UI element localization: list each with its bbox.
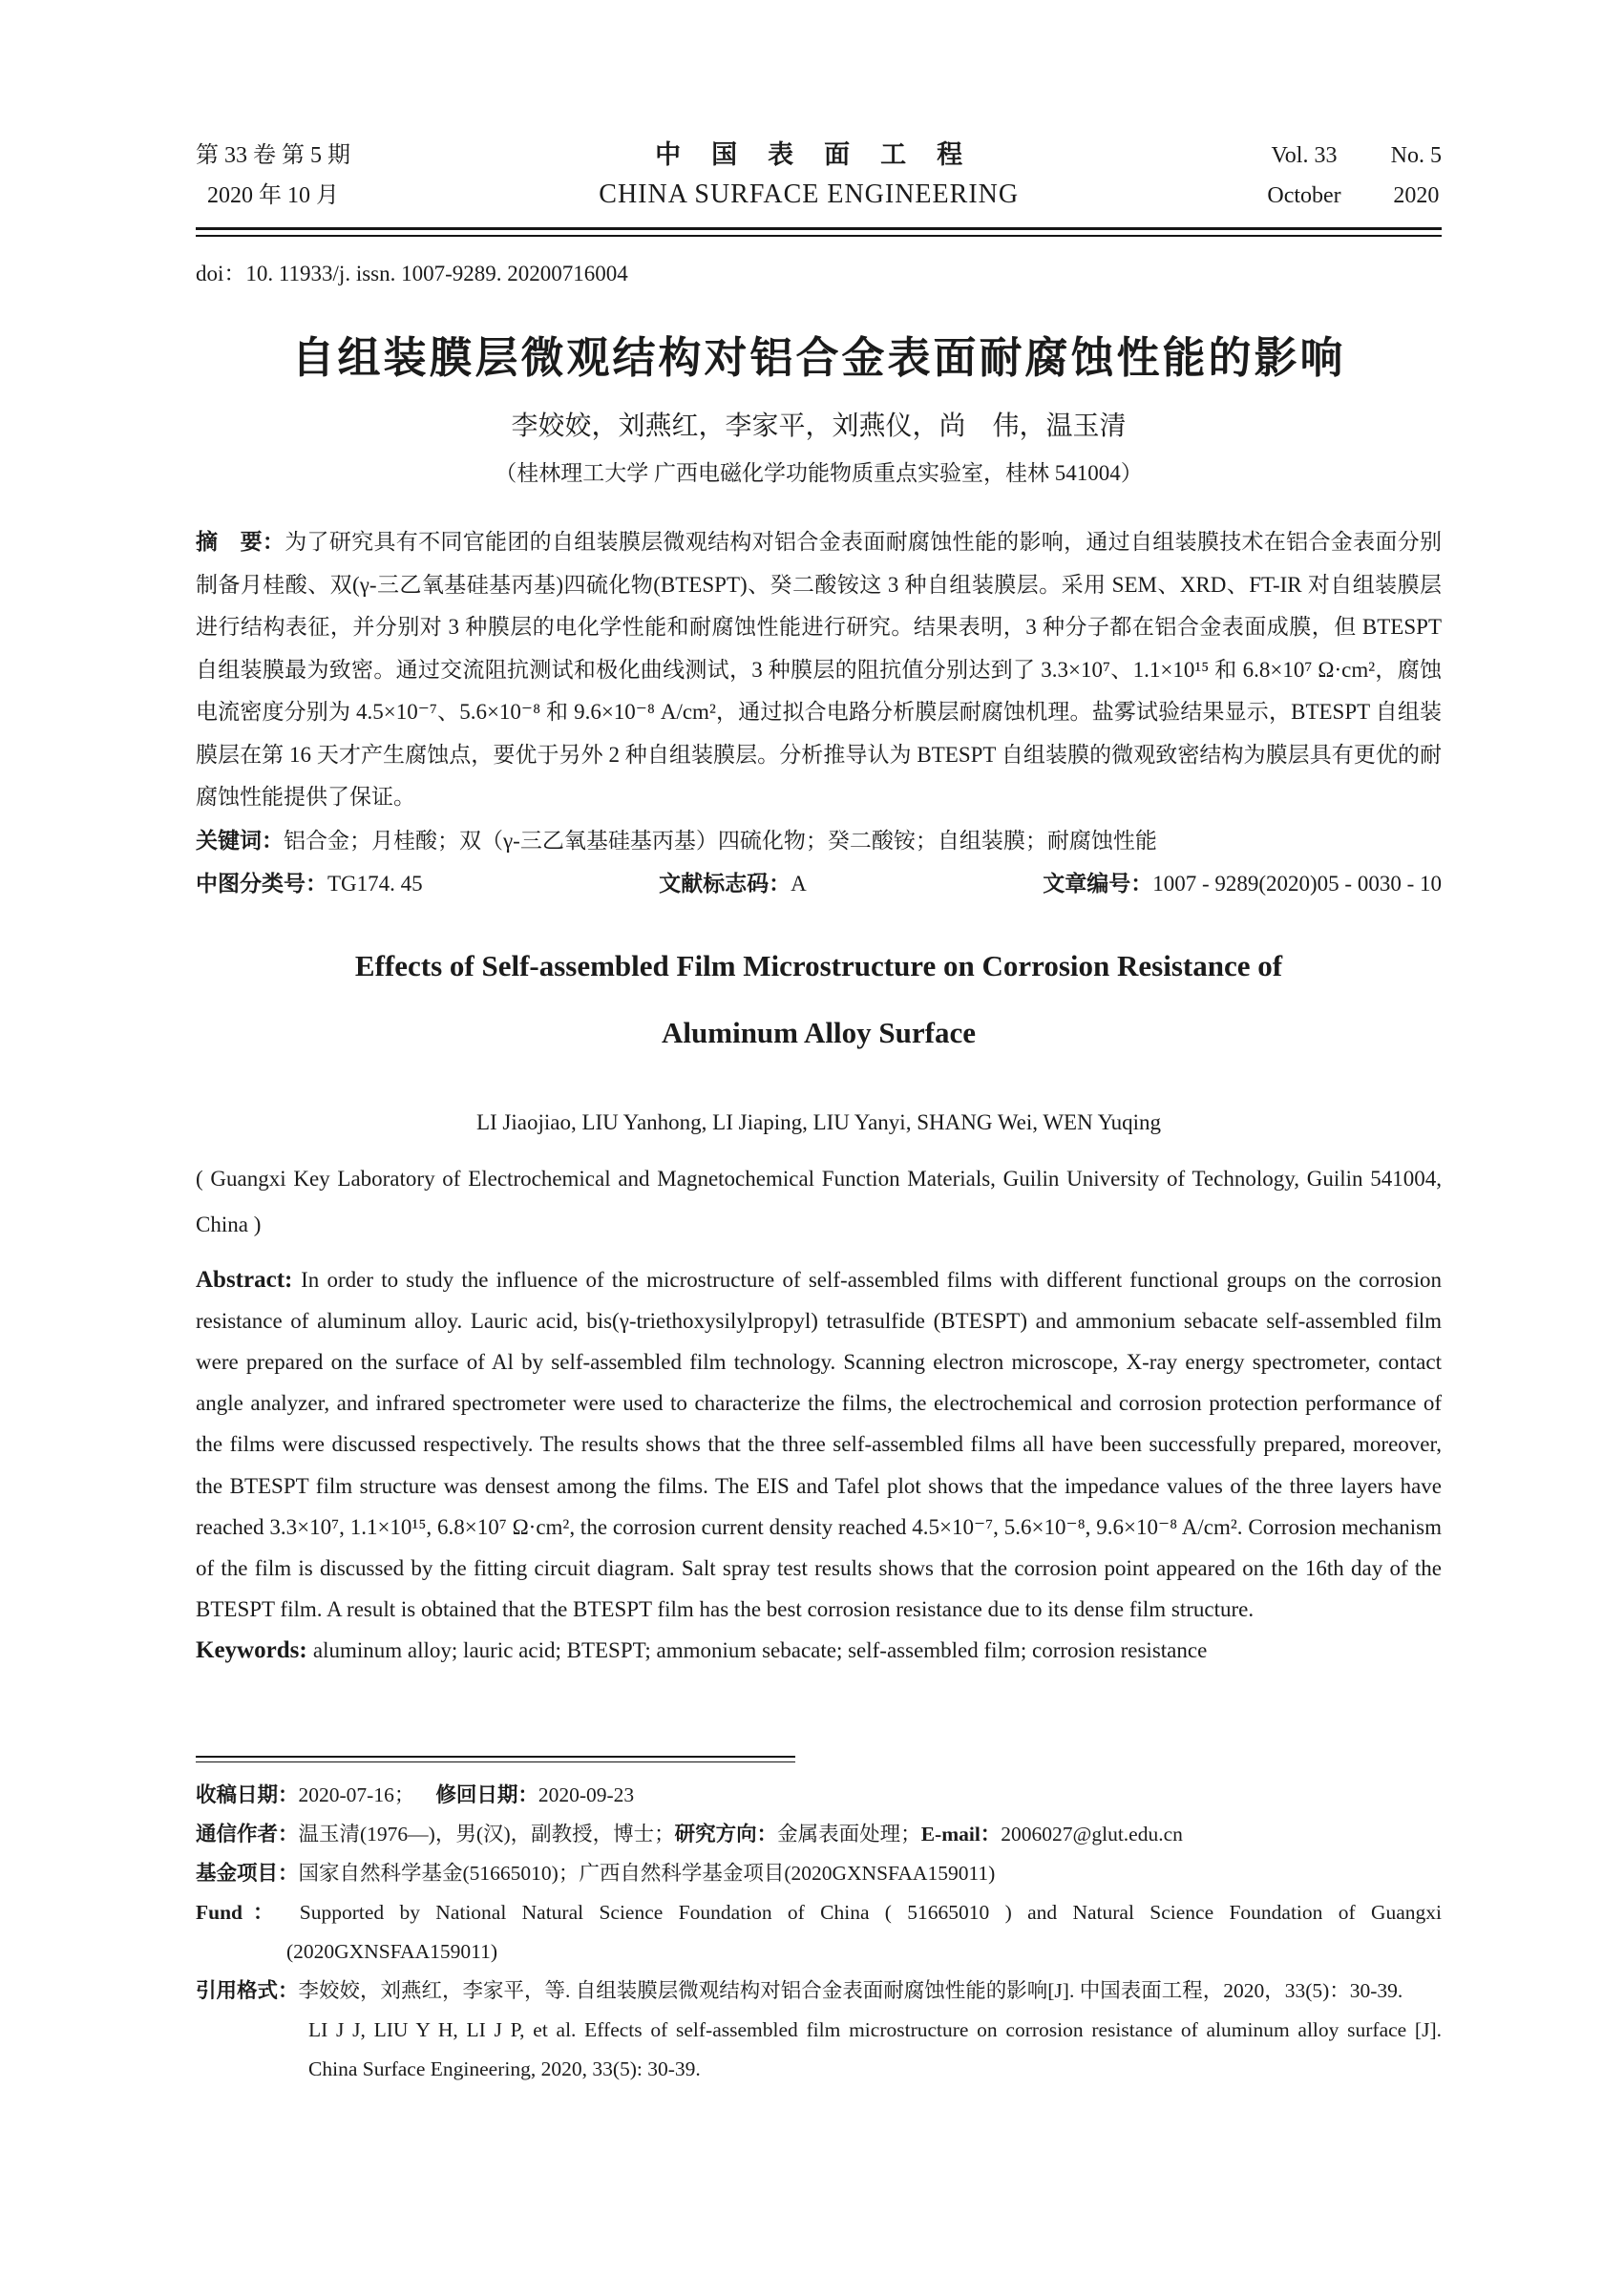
footnote-corresponding-author xyxy=(196,1815,1442,1854)
article-title-cn: 自组装膜层微观结构对铝合金表面耐腐蚀性能的影响 xyxy=(291,333,1346,382)
article-id xyxy=(1043,862,1442,906)
fund-en-label: Fund： xyxy=(196,1900,285,1924)
abstract-cn-label: 摘 要： xyxy=(196,529,285,554)
email-value: 2006027@glut.edu.cn xyxy=(1001,1822,1183,1846)
document-code-value: A xyxy=(791,872,807,896)
received-value: 2020-07-16； xyxy=(298,1782,415,1806)
classification-row xyxy=(196,862,1442,906)
research-direction-label: 研究方向： xyxy=(674,1822,778,1846)
abstract-en xyxy=(196,1259,1442,1631)
abstract-cn xyxy=(196,520,1442,819)
clc-number xyxy=(196,862,423,906)
journal-volume-info xyxy=(1267,136,1442,216)
abstract-en-label: Abstract: xyxy=(196,1266,302,1293)
doi-line: doi：10. 11933/j. issn. 1007-9289. 20200716004 xyxy=(196,262,628,285)
footnote-citation xyxy=(196,1972,1442,2089)
journal-no: No. 5 xyxy=(1390,143,1442,168)
citation-en-line1: LI J J, LIU Y H, LI J P, et al. Effects of self-assembled film microstructure on corrosion resistance of aluminum alloy surface [J]. xyxy=(308,2017,1442,2041)
journal-issue-line2: 2020 年 10 月 xyxy=(207,183,339,208)
keywords-cn-text: 铝合金；月桂酸；双（γ-三乙氧基硅基丙基）四硫化物；癸二酸铵；自组装膜；耐腐蚀性能 xyxy=(284,828,1157,853)
journal-issue-cn xyxy=(196,136,350,216)
journal-name-en: CHINA SURFACE ENGINEERING xyxy=(599,179,1020,209)
keywords-en-text: aluminum alloy; lauric acid; BTESPT; ammonium sebacate; self-assembled film; corrosion resistance xyxy=(312,1638,1208,1663)
clc-value: TG174. 45 xyxy=(327,872,423,896)
keywords-en-label: Keywords: xyxy=(196,1637,313,1664)
article-title-en xyxy=(196,933,1442,1066)
footnote-separator xyxy=(196,1756,795,1762)
citation-cn-text: 李姣姣，刘燕红，李家平，等. 自组装膜层微观结构对铝合金表面耐腐蚀性能的影响[J]. 中国表面工程，2020，33(5)：30-39. xyxy=(298,1978,1403,2002)
article-affiliation-cn: （桂林理工大学 广西电磁化学功能物质重点实验室，桂林 541004） xyxy=(495,461,1143,485)
fund-cn-value: 国家自然科学基金(51665010)；广西自然科学基金项目(2020GXNSFAA159011) xyxy=(298,1861,996,1885)
journal-header xyxy=(196,134,1442,218)
footnote-dates xyxy=(196,1776,1442,1815)
abstract-en-text: In order to study the influence of the microstructure of self-assembled films with different functional groups on the corrosion resistance of aluminum alloy. Lauric acid, bis(γ-triethoxysilylpropyl) tetrasulfide (BTESPT) and ammonium sebacate self-assembled film were prepared on the surface of Al by self-assembled film technology. Scanning electron microscope, X-ray energy spectrometer, contact angle analyzer, and infrared spectrometer were used to characterize the films, the electrochemical and corrosion protection performance of the films were discussed respectively. The results shows that the three self-assembled films all have been successfully prepared, moreover, the BTESPT film structure was densest among the films. The EIS and Tafel plot shows that the impedance values of the three layers have reached 3.3×10⁷, 1.1×10¹⁵, 6.8×10⁷ Ω·cm², the corrosion current density reached 4.5×10⁻⁷, 5.6×10⁻⁸, 9.6×10⁻⁸ A/cm². Corrosion mechanism of the film is discussed by the fitting circuit diagram. Salt spray test results shows that the corrosion point appeared on the 16th day of the BTESPT film. A result is obtained that the BTESPT film has the best corrosion resistance due to its dense film structure. xyxy=(196,1267,1442,1622)
keywords-en xyxy=(196,1630,1442,1671)
abstract-cn-text: 为了研究具有不同官能团的自组装膜层微观结构对铝合金表面耐腐蚀性能的影响，通过自组装膜技术在铝合金表面分别制备月桂酸、双(γ-三乙氧基硅基丙基)四硫化物(BTESPT)、癸二酸铵这 3 种自组装膜层。采用 SEM、XRD、FT-IR 对自组装膜层进行结构表征，并分别对 3 种膜层的电化学性能和耐腐蚀性能进行研究。结果表明，3 种分子都在铝合金表面成膜，但 BTESPT 自组装膜最为致密。通过交流阻抗测试和极化曲线测试，3 种膜层的阻抗值分别达到了 3.3×10⁷、1.1×10¹⁵ 和 6.8×10⁷ Ω·cm²，腐蚀电流密度分别为 4.5×10⁻⁷、5.6×10⁻⁸ 和 9.6×10⁻⁸ A/cm²，通过拟合电路分析膜层耐腐蚀机理。盐雾试验结果显示，BTESPT 自组装膜层在第 16 天才产生腐蚀点，要优于另外 2 种自组装膜层。分析推导认为 BTESPT 自组装膜的微观致密结构为膜层具有更优的耐腐蚀性能提供了保证。 xyxy=(196,530,1443,809)
fund-en-line2: (2020GXNSFAA159011) xyxy=(286,1939,497,1963)
document-code xyxy=(659,862,807,906)
journal-name-cn: 中国表面工程 xyxy=(655,140,994,169)
corresponding-label: 通信作者： xyxy=(196,1822,299,1846)
journal-month: October xyxy=(1267,183,1341,208)
email-label: E-mail： xyxy=(920,1822,1002,1846)
fund-en-line1 xyxy=(196,1893,1442,1932)
citation-cn xyxy=(196,1972,1442,2011)
footnotes xyxy=(196,1776,1442,2089)
title-en-line2: Aluminum Alloy Surface xyxy=(662,1015,976,1049)
article-affiliation-en: ( Guangxi Key Laboratory of Electrochemical and Magnetochemical Function Materials, Guilin University of Technology, Guilin 541004, China ) xyxy=(196,1166,1442,1236)
article-authors-en: LI Jiaojiao, LIU Yanhong, LI Jiaping, LIU Yanyi, SHANG Wei, WEN Yuqing xyxy=(475,1109,1162,1134)
corresponding-value: 温玉清(1976—)，男(汉)，副教授，博士； xyxy=(298,1822,675,1846)
header-rule xyxy=(196,227,1442,237)
research-direction-value: 金属表面处理； xyxy=(777,1822,921,1846)
keywords-cn xyxy=(196,819,1442,863)
journal-vol: Vol. 33 xyxy=(1271,143,1338,168)
revised-label: 修回日期： xyxy=(435,1782,538,1806)
footnote-fund-en xyxy=(196,1893,1442,1972)
article-id-label: 文章编号： xyxy=(1043,871,1153,896)
journal-name xyxy=(599,136,1019,216)
revised-value: 2020-09-23 xyxy=(538,1782,635,1806)
keywords-cn-label: 关键词： xyxy=(196,827,284,853)
fund-cn-label: 基金项目： xyxy=(196,1861,299,1885)
article-id-value: 1007 - 9289(2020)05 - 0030 - 10 xyxy=(1152,872,1442,896)
citation-label: 引用格式： xyxy=(196,1978,299,2002)
document-code-label: 文献标志码： xyxy=(659,871,791,896)
title-en-line1: Effects of Self-assembled Film Microstructure on Corrosion Resistance of xyxy=(354,948,1283,982)
citation-en-line2: China Surface Engineering, 2020, 33(5): 30-39. xyxy=(308,2057,701,2080)
article-authors-cn: 李姣姣，刘燕红，李家平，刘燕仪，尚 伟，温玉清 xyxy=(511,411,1127,441)
clc-label: 中图分类号： xyxy=(196,871,327,896)
received-label: 收稿日期： xyxy=(196,1782,299,1806)
journal-issue-line1: 第 33 卷 第 5 期 xyxy=(196,143,350,168)
fund-en-text: Supported by National Natural Science Foundation of China ( 51665010 ) and Natural Science Foundation of Guangxi xyxy=(299,1900,1443,1924)
journal-year: 2020 xyxy=(1393,183,1440,208)
footnote-fund-cn xyxy=(196,1854,1442,1893)
